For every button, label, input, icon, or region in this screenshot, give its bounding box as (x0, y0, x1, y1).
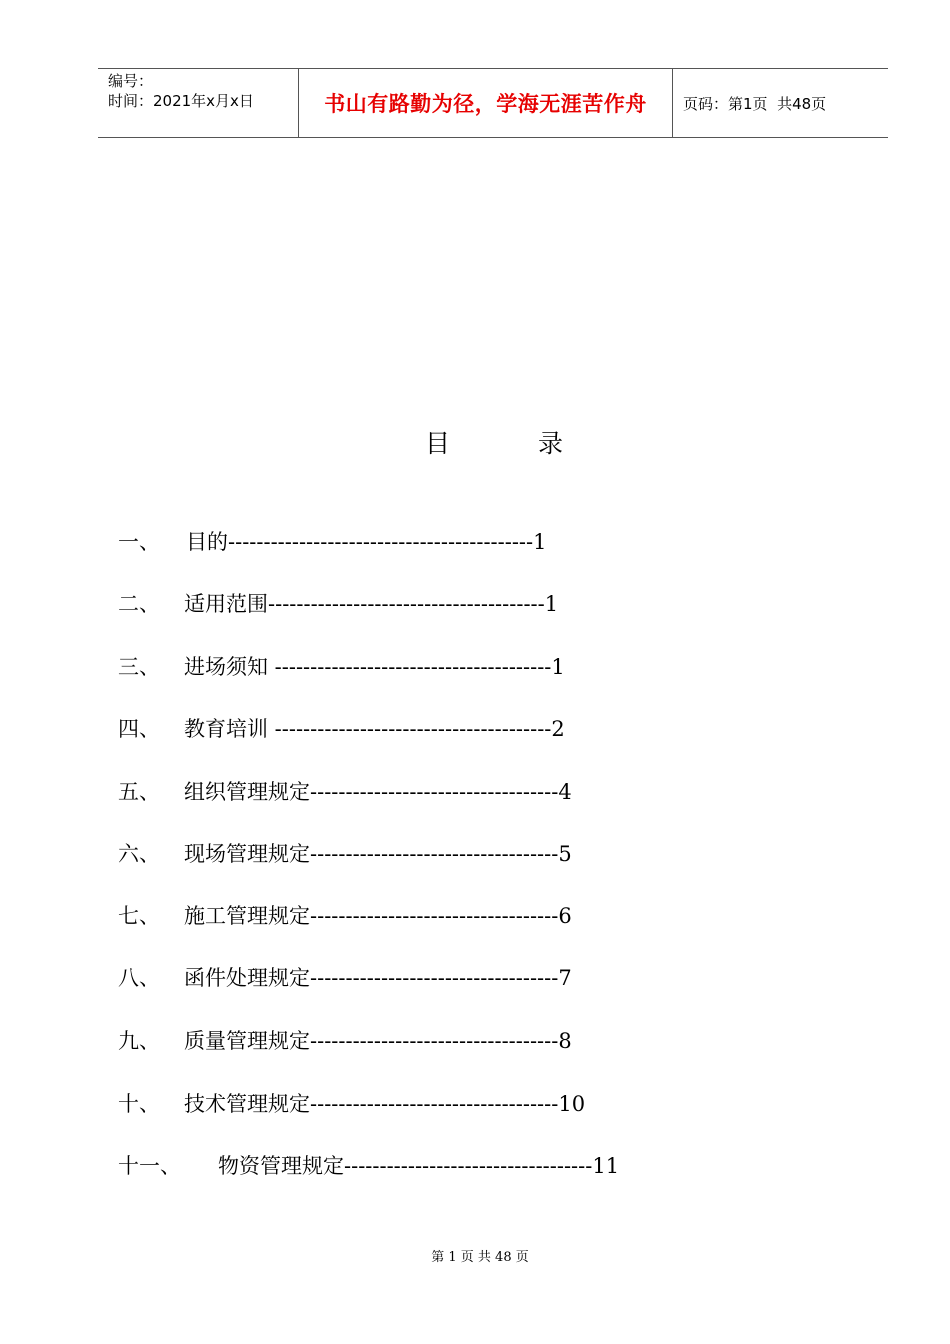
document-header (98, 68, 888, 138)
toc-entry-text: 目的-------------------------------------------1 (186, 530, 547, 554)
toc-entry[interactable] (118, 651, 565, 683)
toc-title-char-1: 目 (425, 429, 451, 458)
toc-entry-text: 组织管理规定-----------------------------------4 (184, 780, 572, 804)
toc-entry-number: 十一、 (118, 1154, 181, 1178)
header-page-info: 页码：第1页 共48页 (683, 94, 827, 113)
toc-entry-text: 函件处理规定-----------------------------------7 (184, 966, 572, 990)
toc-entry-number: 五、 (118, 780, 160, 804)
toc-entry[interactable] (118, 713, 565, 745)
toc-entry-number: 三、 (118, 655, 160, 679)
toc-entry[interactable] (118, 1025, 572, 1057)
toc-entry-text: 现场管理规定-----------------------------------5 (184, 842, 572, 866)
toc-entry[interactable] (118, 526, 547, 558)
toc-title-char-2: 录 (538, 429, 564, 458)
header-meta (98, 69, 299, 137)
toc-entry-text: 教育培训 ---------------------------------------2 (184, 717, 565, 741)
toc-entry-number: 六、 (118, 842, 160, 866)
toc-entry[interactable] (118, 776, 572, 808)
toc-entry[interactable] (118, 962, 572, 994)
header-motto: 书山有路勤为径，学海无涯苦作舟 (299, 69, 673, 137)
toc-entry-number: 七、 (118, 904, 160, 928)
toc-entry-number: 二、 (118, 592, 160, 616)
toc-entry-number: 十、 (118, 1092, 160, 1116)
page-footer: 第 1 页 共 48 页 (431, 1250, 529, 1265)
toc-entry-text: 质量管理规定-----------------------------------8 (184, 1029, 572, 1053)
toc-entry-number: 一、 (118, 530, 160, 554)
toc-entry[interactable] (118, 1150, 620, 1182)
toc-entry-text: 适用范围---------------------------------------1 (184, 592, 559, 616)
toc-entry-number: 八、 (118, 966, 160, 990)
toc-entry-text: 技术管理规定-----------------------------------10 (184, 1092, 586, 1116)
number-label: 编号： (108, 72, 154, 90)
toc-entry[interactable] (118, 1088, 586, 1120)
toc-entry-text: 施工管理规定-----------------------------------6 (184, 904, 572, 928)
toc-entry[interactable] (118, 588, 559, 620)
toc-entry-number: 四、 (118, 717, 160, 741)
toc-entry[interactable] (118, 838, 572, 870)
toc-entry-text: 物资管理规定-----------------------------------11 (218, 1154, 620, 1178)
toc-entry-number: 九、 (118, 1029, 160, 1053)
toc-entry-text: 进场须知 ---------------------------------------1 (184, 655, 565, 679)
toc-entry[interactable] (118, 900, 572, 932)
time-label: 时间：2021年x月x日 (108, 92, 254, 110)
